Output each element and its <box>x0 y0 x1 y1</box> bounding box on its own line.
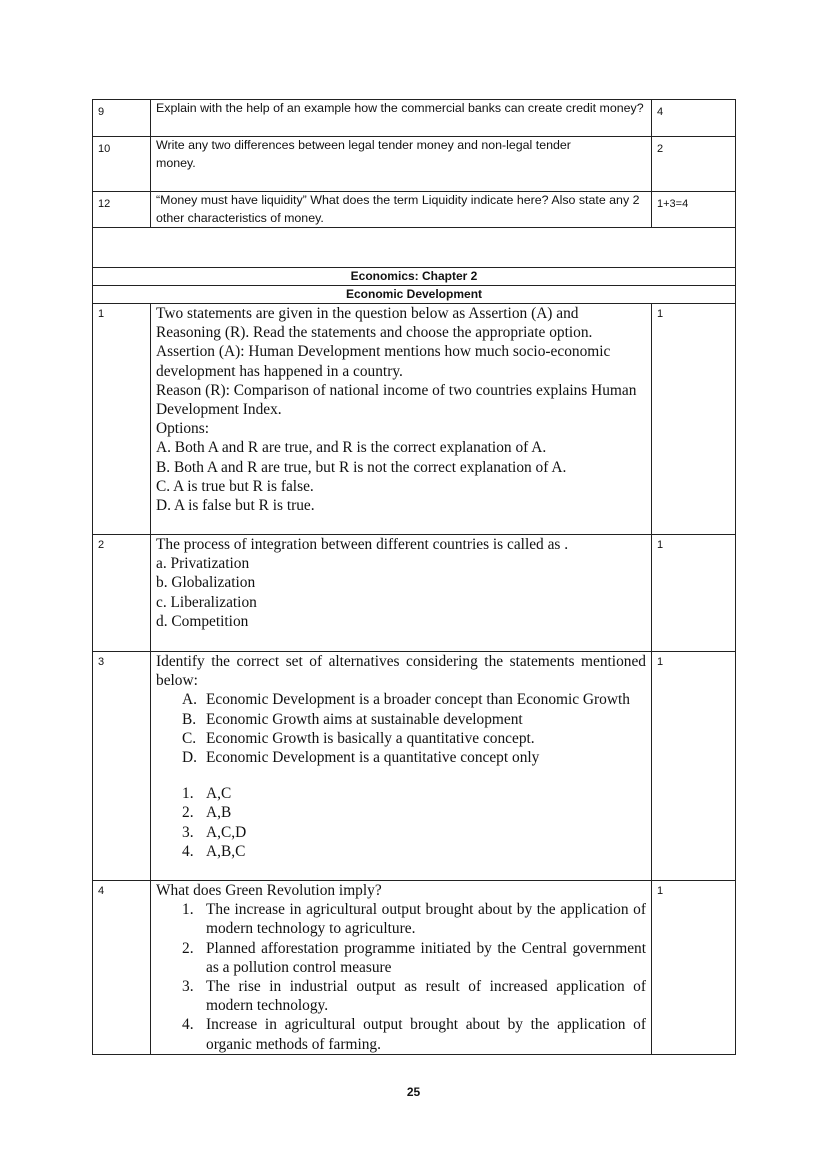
option-label: 1. <box>182 901 194 919</box>
option-text: A,C <box>206 785 232 803</box>
option-item: c. Liberalization <box>156 593 257 611</box>
option-text: Planned afforestation programme initiated by the Central government as a pollution control measure <box>206 939 646 976</box>
option-item: A. Both A and R are true, and R is the correct explanation of A. <box>156 439 547 457</box>
section-chapter-row <box>93 268 736 286</box>
question-marks: 1+3=4 <box>652 192 736 228</box>
question-body <box>151 535 652 652</box>
question-number: 3 <box>93 652 151 881</box>
option-text: A,B,C <box>206 842 246 860</box>
section-title-row <box>93 286 736 304</box>
question-text: “Money must have liquidity” What does the term Liquidity indicate here? Also state any 2 other characteristics of money. <box>151 192 652 228</box>
question-marks: 1 <box>652 881 736 1055</box>
question-marks: 4 <box>652 100 736 137</box>
option-text: A,B <box>206 804 232 822</box>
section-title: Economic Development <box>93 286 736 304</box>
options-label: Options: <box>156 420 210 438</box>
option-label: 2. <box>182 804 194 822</box>
table-row <box>93 137 736 192</box>
option-text: A,C,D <box>206 823 247 841</box>
question-body <box>151 652 652 881</box>
question-stem: What does Green Revolution imply? <box>156 882 382 899</box>
question-number: 10 <box>93 137 151 192</box>
question-body <box>151 304 652 535</box>
section-chapter: Economics: Chapter 2 <box>93 268 736 286</box>
table-row <box>93 652 736 881</box>
question-number: 9 <box>93 100 151 137</box>
statement-text: Economic Development is a quantitative concept only <box>206 749 540 767</box>
question-text <box>151 137 652 192</box>
blank-row <box>93 228 736 268</box>
option-item <box>156 842 646 861</box>
statement-label: D. <box>182 749 197 767</box>
question-number: 1 <box>93 304 151 535</box>
option-label: 4. <box>182 1016 194 1034</box>
table-row <box>93 304 736 535</box>
option-label: 3. <box>182 823 194 841</box>
option-item: B. Both A and R are true, but R is not the correct explanation of A. <box>156 458 567 476</box>
assertion-text: Assertion (A): Human Development mentions how much socio-economic development has happened in a country. <box>156 343 611 380</box>
option-item <box>156 939 646 977</box>
option-text: The rise in industrial output as result of increased application of modern technology. <box>206 978 646 1015</box>
option-item: C. A is true but R is false. <box>156 477 314 495</box>
question-stem: Identify the correct set of alternatives considering the statements mentioned below: <box>156 653 646 690</box>
question-body <box>151 881 652 1055</box>
option-item <box>156 823 646 842</box>
question-text-line: Write any two differences between legal tender money and non-legal tender <box>156 138 571 152</box>
option-item: D. A is false but R is true. <box>156 497 315 515</box>
question-number: 4 <box>93 881 151 1055</box>
option-item: d. Competition <box>156 612 249 630</box>
option-item <box>156 1015 646 1053</box>
question-marks: 1 <box>652 304 736 535</box>
blank-cell <box>93 228 736 268</box>
statement-label: C. <box>182 729 197 747</box>
statement-label: A. <box>182 691 197 709</box>
table-row <box>93 535 736 652</box>
question-stem: Two statements are given in the question below as Assertion (A) and Reasoning (R). Read the statements and choose the appropriate option. <box>156 305 593 342</box>
option-list <box>156 784 646 861</box>
option-item <box>156 803 646 822</box>
option-item <box>156 784 646 803</box>
statement-item <box>156 710 646 729</box>
option-label: 4. <box>182 842 194 860</box>
statement-text: Economic Growth is basically a quantitative concept. <box>206 729 535 747</box>
option-text: Increase in agricultural output brought about by the application of organic methods of farming. <box>206 1016 646 1053</box>
question-marks: 2 <box>652 137 736 192</box>
page-number: 25 <box>406 1085 421 1099</box>
option-label: 1. <box>182 785 194 803</box>
reason-text: Reason (R): Comparison of national income of two countries explains Human Development Index. <box>156 381 637 419</box>
question-marks: 1 <box>652 535 736 652</box>
option-item <box>156 977 646 1015</box>
question-table <box>92 99 736 1055</box>
question-text-line: money. <box>156 155 196 170</box>
option-item: a. Privatization <box>156 555 250 573</box>
question-number: 2 <box>93 535 151 652</box>
option-text: The increase in agricultural output brought about by the application of modern technology to agriculture. <box>206 901 646 938</box>
statement-text: Economic Development is a broader concept than Economic Growth <box>206 691 630 709</box>
table-row <box>93 192 736 228</box>
spacer <box>156 767 646 784</box>
statement-label: B. <box>182 710 197 728</box>
statement-text: Economic Growth aims at sustainable development <box>206 710 523 728</box>
question-marks: 1 <box>652 652 736 881</box>
question-text: Explain with the help of an example how the commercial banks can create credit money? <box>151 100 652 137</box>
statement-list <box>156 690 646 767</box>
option-item: b. Globalization <box>156 574 256 592</box>
statement-item <box>156 690 646 709</box>
question-number: 12 <box>93 192 151 228</box>
option-label: 3. <box>182 978 194 996</box>
table-row <box>93 100 736 137</box>
question-sheet <box>92 99 735 1055</box>
statement-item <box>156 748 646 767</box>
option-label: 2. <box>182 939 194 957</box>
option-item <box>156 900 646 938</box>
statement-item <box>156 729 646 748</box>
table-row <box>93 881 736 1055</box>
question-stem: The process of integration between different countries is called as . <box>156 536 569 553</box>
option-list <box>156 900 646 1054</box>
